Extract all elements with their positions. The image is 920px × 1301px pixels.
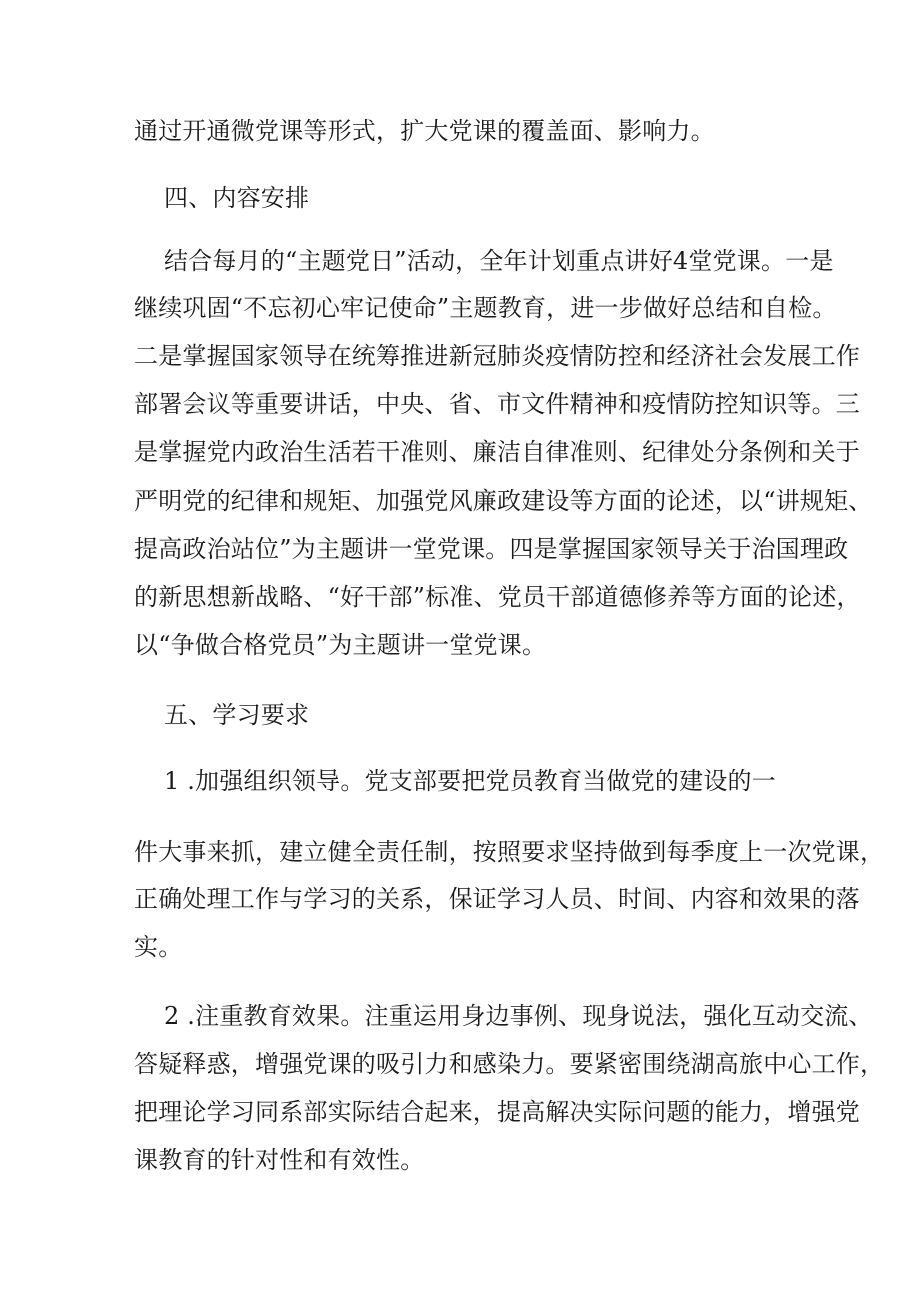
- paragraph-line: 正确处理工作与学习的关系，保证学习人员、时间、内容和效果的落: [134, 885, 860, 913]
- paragraph-line: 把理论学习同系部实际结合起来，提高解决实际问题的能力，增强党: [134, 1098, 860, 1126]
- paragraph-line: 通过开通微党课等形式，扩大党课的覆盖面、影响力。: [134, 117, 715, 145]
- paragraph-line: 答疑释惑，增强党课的吸引力和感染力。要紧密围绕湖高旅中心工作，: [134, 1050, 885, 1078]
- paragraph-line: 以“争做合格党员”为主题讲一堂党课。: [134, 631, 547, 659]
- paragraph-line: 提高政治站位”为主题讲一堂党课。四是掌握国家领导关于治国理政: [134, 535, 849, 563]
- paragraph-line: 部署会议等重要讲话，中央、省、市文件精神和疫情防控知识等。三: [134, 390, 860, 418]
- section-heading-content-arrangement: 四、内容安排: [164, 184, 310, 212]
- paragraph-line: 课教育的针对性和有效性。: [134, 1146, 425, 1174]
- list-item-2-first-line: 2 .注重教育效果。注重运用身边事例、现身说法，强化互动交流、: [164, 1002, 873, 1030]
- section-heading-study-requirements: 五、学习要求: [164, 701, 310, 729]
- paragraph-line: 实。: [134, 933, 183, 961]
- paragraph-line: 继续巩固“不忘初心牢记使命”主题教育，进一步做好总结和自检。: [134, 294, 837, 322]
- paragraph-line: 严明党的纪律和规矩、加强党风廉政建设等方面的论述，以“讲规矩、: [134, 487, 873, 515]
- paragraph-line: 二是掌握国家领导在统筹推进新冠肺炎疫情防控和经济社会发展工作: [134, 342, 860, 370]
- paragraph-line: 件大事来抓，建立健全责任制，按照要求坚持做到每季度上一次党课，: [134, 838, 885, 866]
- paragraph-line: 的新思想新战略、“好干部”标准、党员干部道德修养等方面的论述，: [134, 583, 861, 611]
- paragraph-line: 结合每月的“主题党日”活动，全年计划重点讲好4堂党课。一是: [164, 247, 834, 275]
- list-item-1-first-line: 1 .加强组织领导。党支部要把党员教育当做党的建设的一: [164, 767, 776, 795]
- paragraph-line: 是掌握党内政治生活若干准则、廉洁自律准则、纪律处分条例和关于: [134, 438, 860, 466]
